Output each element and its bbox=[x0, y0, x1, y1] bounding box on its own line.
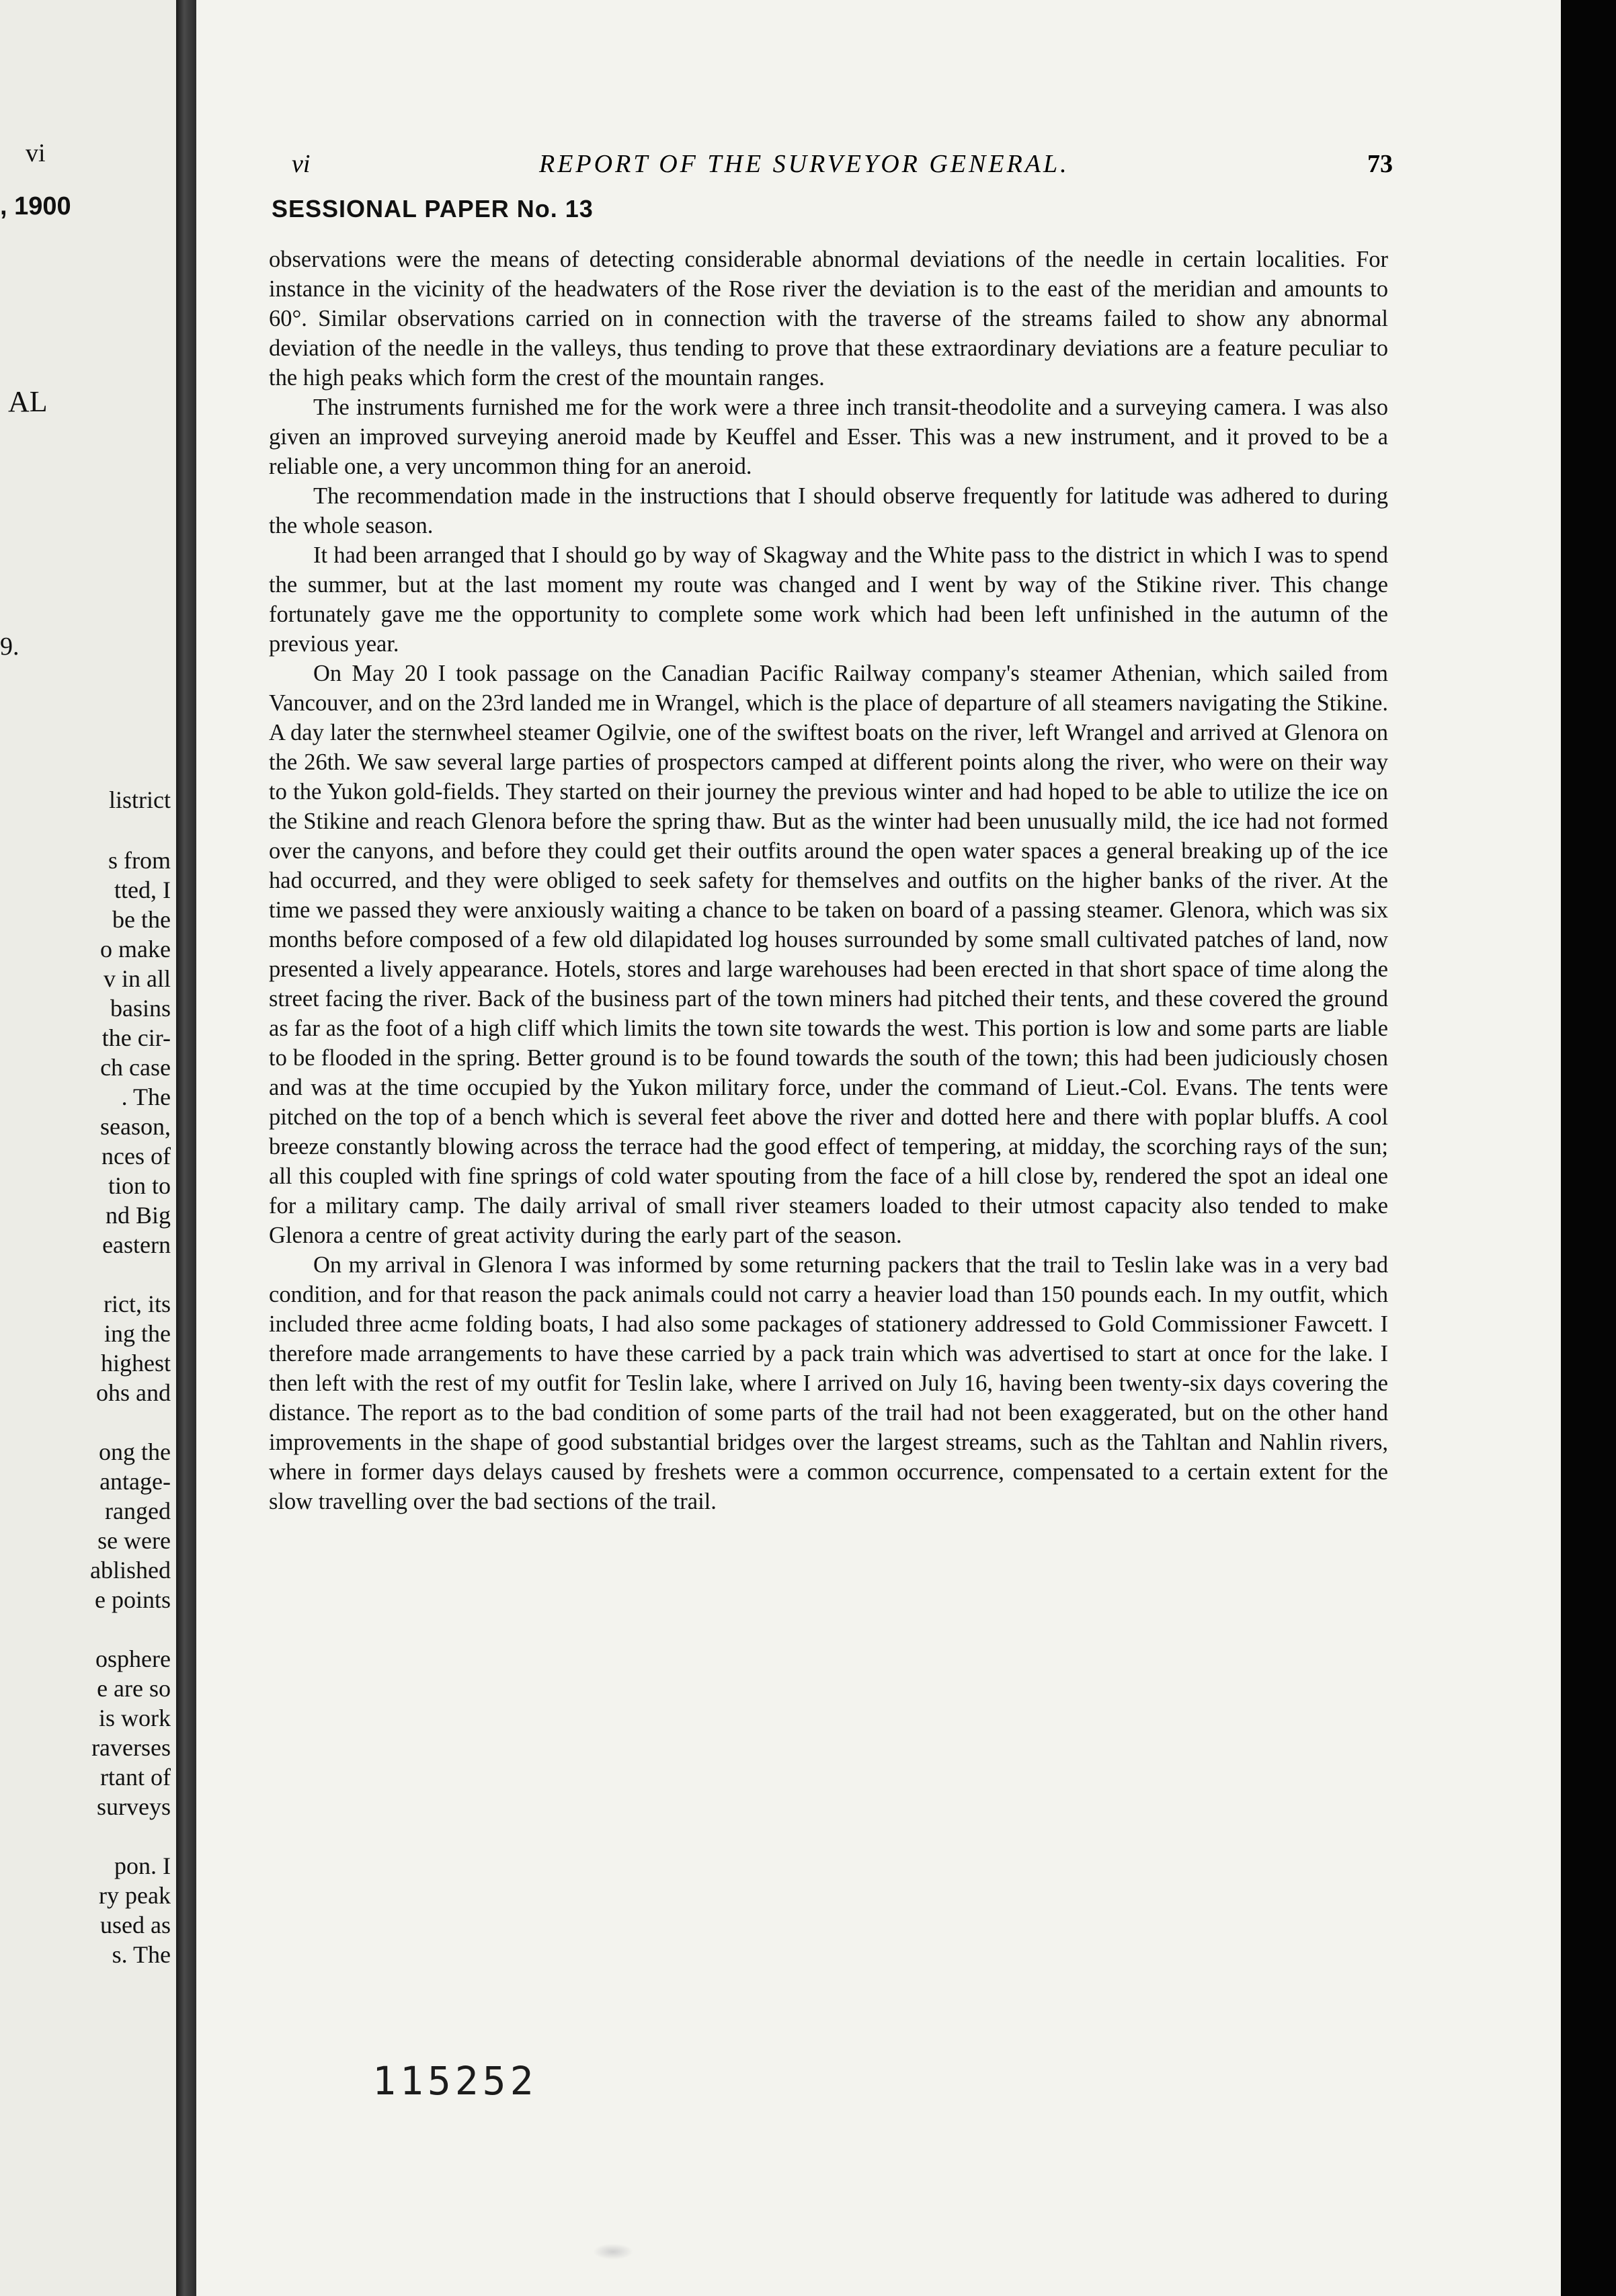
left-page-title-fragment: AL bbox=[8, 385, 48, 418]
paragraph: The recommendation made in the instructions that I should observe frequently for latitude was adhered to during the whole season. bbox=[269, 483, 1388, 538]
left-page-year: , 1900 bbox=[0, 192, 71, 220]
left-page-fragment: nd Big bbox=[105, 1202, 171, 1229]
left-page-fragment: tted, I bbox=[114, 876, 171, 903]
left-page-fragment: is work bbox=[99, 1705, 171, 1731]
left-page-fragment: ablished bbox=[90, 1557, 171, 1584]
main-page bbox=[196, 0, 1561, 2296]
sessional-paper-heading: SESSIONAL PAPER No. 13 bbox=[272, 195, 594, 222]
left-page-fragment: rtant of bbox=[100, 1764, 171, 1791]
paragraph: observations were the means of detecting considerable abnormal deviations of the needle in certain localities. For instance in the vicinity of the headwaters of the Rose river the deviation is to the east of the meridian and amounts to 60°. Similar observations carried on in connection with the traverse of the streams failed to show any abnormal deviation of the needle in the valleys, thus tending to prove that these extraordinary deviations are a feature peculiar to the high peaks which form the crest of the mountain ranges. bbox=[269, 247, 1388, 391]
left-page-fragment: season, bbox=[100, 1113, 171, 1140]
left-page-fragment: antage- bbox=[99, 1468, 171, 1495]
left-page-fragment: ranged bbox=[105, 1498, 171, 1524]
left-page-fragment: pon. I bbox=[114, 1852, 171, 1879]
left-page-number-fragment: 9. bbox=[0, 632, 19, 661]
left-page-fragment: ohs and bbox=[96, 1379, 171, 1406]
paragraph: The instruments furnished me for the work were a three inch transit-theodolite and a surveying camera. I was also given an improved surveying aneroid made by Keuffel and Esser. This was a new instrument, and it proved to be a reliable one, a very uncommon thing for an aneroid. bbox=[269, 395, 1388, 479]
report-title: REPORT OF THE SURVEYOR GENERAL. bbox=[539, 150, 1069, 178]
scan-border bbox=[1561, 0, 1616, 2296]
left-page-fragment: highest bbox=[101, 1350, 171, 1377]
left-page-fragment: ch case bbox=[100, 1054, 171, 1081]
left-page-fragment: ing the bbox=[104, 1320, 171, 1347]
left-page-fragment: used as bbox=[100, 1912, 171, 1938]
ink-smudge bbox=[593, 2244, 633, 2260]
left-page-fragment: e points bbox=[95, 1586, 171, 1613]
paragraph: It had been arranged that I should go by way of Skagway and the White pass to the district in which I was to spend the summer, but at the last moment my route was changed and I went by way of the Stikine river. This change fortunately gave me the opportunity to complete some work which had been left unfinished in the autumn of the previous year. bbox=[269, 542, 1388, 657]
left-page-fragment: raverses bbox=[91, 1734, 171, 1761]
left-page-fragment: be the bbox=[112, 906, 171, 933]
accession-stamp-number: 115252 bbox=[372, 2058, 538, 2104]
left-page-fragment: e are so bbox=[97, 1675, 171, 1702]
page-number: 73 bbox=[1367, 150, 1393, 178]
book-gutter bbox=[176, 0, 196, 2296]
left-page-fragment: s from bbox=[108, 847, 171, 874]
left-page-fragment: osphere bbox=[95, 1645, 171, 1672]
left-page-fragment: eastern bbox=[102, 1231, 171, 1258]
page-marker: vi bbox=[292, 150, 311, 178]
left-page-fragment: rict, its bbox=[104, 1290, 171, 1317]
left-page-fragment: tion to bbox=[108, 1172, 171, 1199]
paragraph: On May 20 I took passage on the Canadian Pacific Railway company's steamer Athenian, which sailed from Vancouver, and on the 23rd landed me in Wrangel, which is the place of departure of all steamers navigating the Stikine. A day later the sternwheel steamer Ogilvie, one of the swiftest boats on the river, left Wrangel and arrived at Glenora on the 26th. We saw several large parties of prospectors camped at different points along the river, who were on their way to the Yukon gold-fields. They started on their journey the previous winter and had hoped to be able to utilize the ice on the Stikine and reach Glenora before the spring thaw. But as the winter had been unusually mild, the ice had not formed over the canyons, and before they could get their outfits around the open water spaces a general breaking up of the ice had occurred, and they were obliged to seek safety for themselves and outfits on the higher banks of the river. At the time we passed they were anxiously waiting a chance to be taken on board of a passing steamer. Glenora, which was six months before composed of a few old dilapidated log houses surrounded by some small cultivated patches of land, now presented a lively appearance. Hotels, stores and large warehouses had been erected in that short space of time along the street facing the river. Back of the business part of the town miners had pitched their tents, and these covered the ground as far as the foot of a high cliff which limits the town site towards the west. This portion is low and some parts are liable to be flooded in the spring. Better ground is to be found towards the south of the town; this had been judiciously chosen and was at the time occupied by the Yukon military force, under the command of Lieut.-Col. Evans. The tents were pitched on the top of a bench which is several feet above the river and dotted here and there with poplar bluffs. A cool breeze constantly blowing across the terrace had the good effect of tempering, at midday, the scorching rays of the sun; all this coupled with fine springs of cold water spouting from the face of a hill close by, rendered the spot an ideal one for a military camp. The daily arrival of small river steamers loaded to their utmost capacity also tended to make Glenora a centre of great activity during the early part of the season. bbox=[269, 661, 1388, 1248]
left-page-fragment: basins bbox=[110, 995, 171, 1022]
left-page-fragment: s. The bbox=[112, 1941, 171, 1968]
running-head bbox=[196, 149, 1561, 187]
left-page-fragment: se were bbox=[97, 1527, 171, 1554]
left-page-fragment: surveys bbox=[97, 1793, 171, 1820]
paragraph: On my arrival in Glenora I was informed by some returning packers that the trail to Teslin lake was in a very bad condition, and for that reason the pack animals could not carry a heavier load than 150 pounds each. In my outfit, which included three acme folding boats, I had also some packages of stationery addressed to Gold Commissioner Fawcett. I therefore made arrangements to have these carried by a pack train which was advertised to start at once for the lake. I then left with the rest of my outfit for Teslin lake, where I arrived on July 16, having been twenty-six days covering the distance. The report as to the bad condition of some parts of the trail had not been exaggerated, but on the other hand improvements in the shape of good substantial bridges over the largest streams, such as the Tahltan and Nahlin rivers, where in former days delays caused by freshets were a common occurrence, compensated to a certain extent for the slow travelling over the bad sections of the trail. bbox=[269, 1252, 1388, 1514]
left-page-fragment: the cir- bbox=[102, 1024, 171, 1051]
left-page-fragment: o make bbox=[100, 936, 171, 962]
left-page-fragment: . The bbox=[121, 1083, 171, 1110]
left-page-fragment: listrict bbox=[109, 786, 171, 813]
left-page-fragment: nces of bbox=[102, 1143, 171, 1170]
left-page-fragment: ong the bbox=[99, 1438, 171, 1465]
left-page-fragment: v in all bbox=[104, 965, 171, 992]
left-page-fragment: ry peak bbox=[99, 1882, 171, 1909]
adjacent-left-page bbox=[0, 0, 176, 2296]
body-text bbox=[269, 245, 1388, 1516]
left-page-marker: vi bbox=[26, 139, 46, 167]
